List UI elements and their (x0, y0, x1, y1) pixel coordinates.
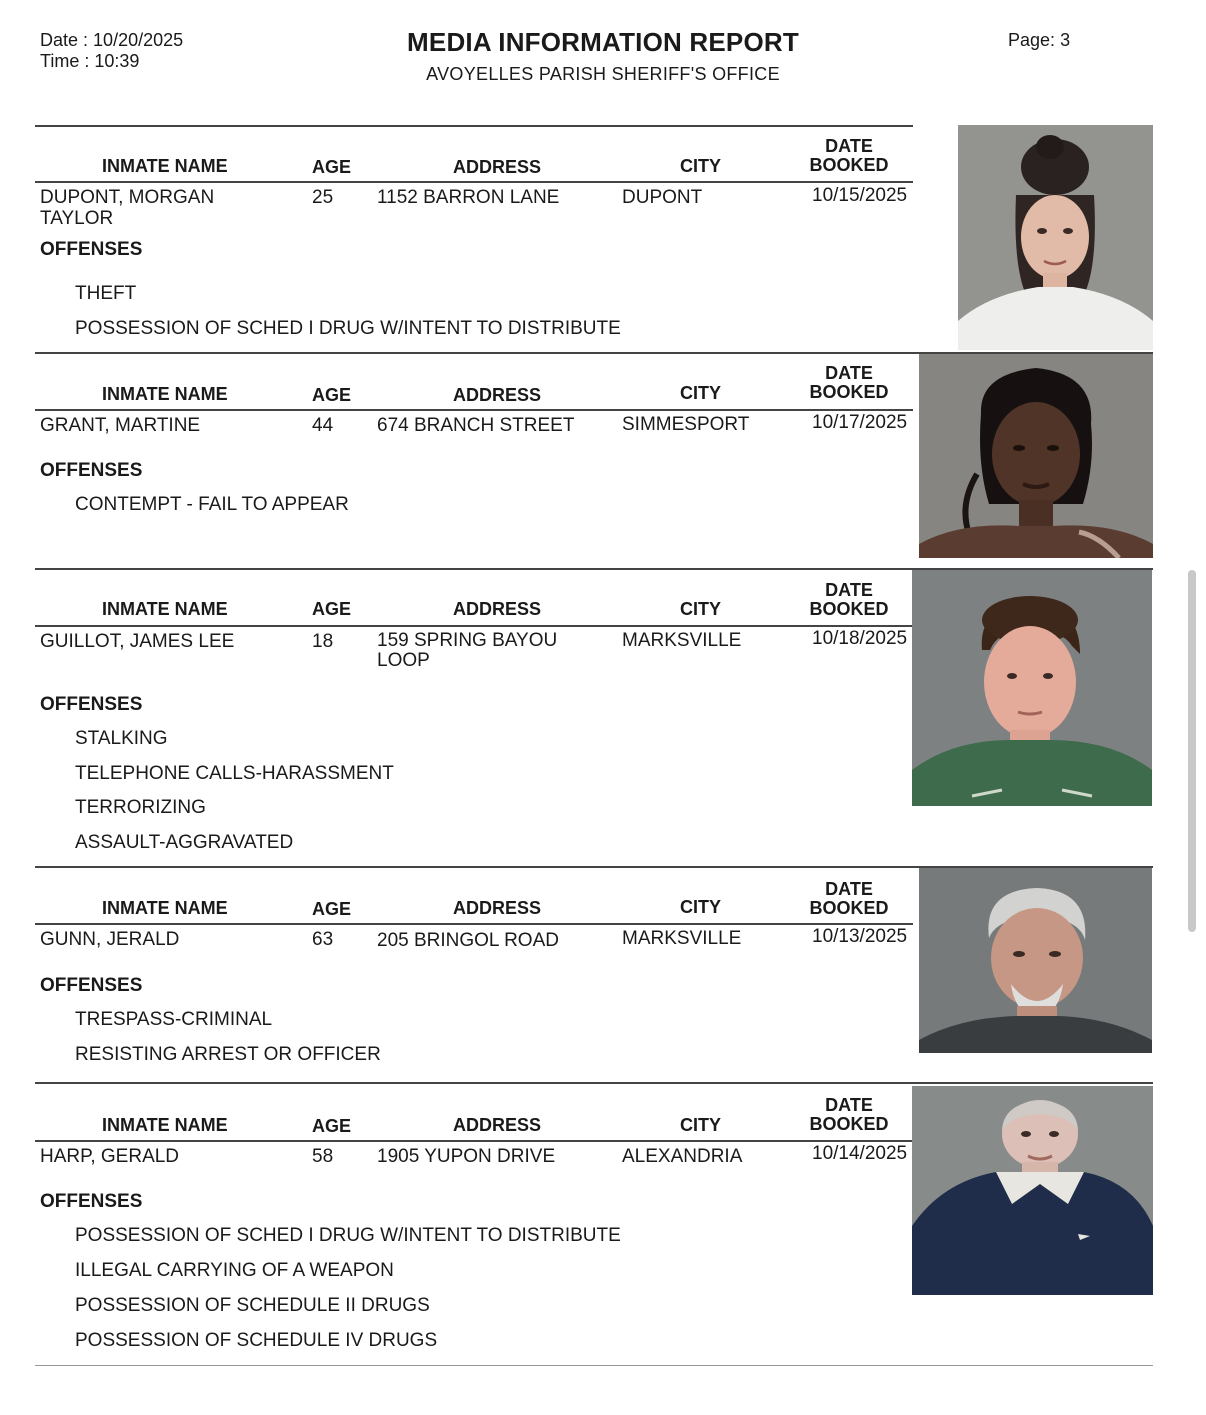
col-date-booked (804, 137, 894, 175)
col-date-line1: DATE (825, 879, 873, 899)
mugshot-image (912, 570, 1152, 806)
mugshot-photo (919, 868, 1152, 1053)
date-booked: 10/13/2025 (812, 926, 908, 947)
offense-item: ASSAULT-AGGRAVATED (75, 832, 294, 853)
col-date-line2: BOOKED (809, 155, 889, 175)
date-booked: 10/15/2025 (812, 185, 908, 206)
inmate-address (377, 930, 559, 951)
record-divider (35, 1082, 1153, 1084)
col-date-line2: BOOKED (809, 898, 889, 918)
page-label: Page: (1008, 30, 1056, 50)
offense-item: POSSESSION OF SCHEDULE II DRUGS (75, 1295, 430, 1316)
col-inmate-name: INMATE NAME (102, 1115, 228, 1135)
inmate-age: 63 (312, 929, 334, 950)
mugshot-image (912, 1086, 1153, 1295)
col-inmate-name: INMATE NAME (102, 384, 228, 404)
offense-item: RESISTING ARREST OR OFFICER (75, 1044, 381, 1065)
col-age: AGE (312, 1116, 352, 1136)
col-date-booked (804, 581, 894, 619)
col-date-line2: BOOKED (809, 1114, 889, 1134)
header-underline (35, 1140, 913, 1142)
offense-item: THEFT (75, 283, 137, 304)
report-header (300, 27, 906, 85)
header-underline (35, 409, 913, 411)
page-number (1008, 30, 1070, 51)
inmate-name (40, 1146, 179, 1167)
col-inmate-name: INMATE NAME (102, 156, 228, 176)
inmate-city: DUPONT (622, 187, 703, 208)
mugshot-image (919, 354, 1153, 558)
col-city: CITY (680, 156, 722, 176)
col-age: AGE (312, 899, 352, 919)
offense-item: CONTEMPT - FAIL TO APPEAR (75, 494, 349, 515)
address-line1: 205 BRINGOL ROAD (377, 930, 559, 951)
name-line1: GUNN, JERALD (40, 929, 180, 950)
date-booked: 10/18/2025 (812, 628, 908, 649)
offense-item: ILLEGAL CARRYING OF A WEAPON (75, 1260, 394, 1281)
name-line2: TAYLOR (40, 208, 114, 229)
address-line1: 159 SPRING BAYOU (377, 630, 558, 651)
col-date-booked (804, 364, 894, 402)
col-date-line1: DATE (825, 136, 873, 156)
report-time (40, 51, 183, 72)
inmate-age: 25 (312, 187, 334, 208)
offense-item: TRESPASS-CRIMINAL (75, 1009, 273, 1030)
col-inmate-name: INMATE NAME (102, 898, 228, 918)
mugshot-image (958, 125, 1153, 350)
name-line1: GRANT, MARTINE (40, 415, 201, 436)
offense-item: POSSESSION OF SCHEDULE IV DRUGS (75, 1330, 438, 1351)
date-booked: 10/17/2025 (812, 412, 908, 433)
col-inmate-name: INMATE NAME (102, 599, 228, 619)
col-address: ADDRESS (453, 157, 542, 177)
offenses-label: OFFENSES (40, 975, 143, 996)
inmate-name (40, 929, 179, 950)
inmate-address (377, 415, 574, 436)
offense-item: STALKING (75, 728, 168, 749)
mugshot-photo (912, 1086, 1153, 1295)
report-title: MEDIA INFORMATION REPORT (407, 27, 799, 57)
offenses-label: OFFENSES (40, 694, 143, 715)
name-line1: DUPONT, MORGAN (40, 187, 215, 208)
col-date-line2: BOOKED (809, 382, 889, 402)
inmate-city: ALEXANDRIA (622, 1146, 743, 1167)
inmate-age: 18 (312, 631, 334, 652)
col-city: CITY (680, 897, 722, 917)
report-date (40, 30, 183, 51)
inmate-city: SIMMESPORT (622, 414, 750, 435)
inmate-address (377, 631, 557, 671)
col-date-line2: BOOKED (809, 599, 889, 619)
col-date-booked (804, 1096, 894, 1134)
offense-item: POSSESSION OF SCHED I DRUG W/INTENT TO DISTRIBUTE (75, 1225, 621, 1246)
mugshot-photo (912, 570, 1152, 806)
col-address: ADDRESS (453, 385, 542, 405)
address-line2: LOOP (377, 650, 430, 671)
inmate-age: 58 (312, 1146, 334, 1167)
page-value: 3 (1060, 30, 1071, 50)
report-subtitle: AVOYELLES PARISH SHERIFF'S OFFICE (426, 64, 780, 84)
offense-item: TERRORIZING (75, 797, 206, 818)
offenses-label: OFFENSES (40, 460, 143, 481)
col-address: ADDRESS (453, 599, 542, 619)
col-age: AGE (312, 157, 352, 177)
report-meta (40, 30, 183, 72)
col-city: CITY (680, 383, 722, 403)
col-date-line1: DATE (825, 1095, 873, 1115)
page-bottom-rule (35, 1365, 1153, 1366)
date-value: 10/20/2025 (93, 30, 184, 50)
date-booked: 10/14/2025 (812, 1143, 908, 1164)
offenses-label: OFFENSES (40, 1191, 143, 1212)
time-value: 10:39 (94, 51, 140, 71)
inmate-name (40, 415, 200, 436)
col-age: AGE (312, 385, 352, 405)
col-address: ADDRESS (453, 898, 542, 918)
col-city: CITY (680, 1115, 722, 1135)
header-underline (35, 181, 913, 183)
inmate-city: MARKSVILLE (622, 630, 742, 651)
record-divider (35, 125, 913, 127)
scrollbar-thumb[interactable] (1188, 570, 1196, 932)
name-line1: HARP, GERALD (40, 1146, 180, 1167)
inmate-address (377, 1146, 555, 1167)
address-line1: 1152 BARRON LANE (377, 187, 560, 208)
header-underline (35, 923, 913, 925)
inmate-age: 44 (312, 415, 334, 436)
col-age: AGE (312, 599, 352, 619)
offenses-label: OFFENSES (40, 239, 143, 260)
offense-item: POSSESSION OF SCHED I DRUG W/INTENT TO DISTRIBUTE (75, 318, 621, 339)
time-label: Time : (40, 51, 90, 71)
col-address: ADDRESS (453, 1115, 542, 1135)
col-date-booked (804, 880, 894, 918)
date-label: Date : (40, 30, 89, 50)
inmate-name (40, 187, 214, 229)
offense-item: TELEPHONE CALLS-HARASSMENT (75, 763, 394, 784)
col-city: CITY (680, 599, 722, 619)
header-underline (35, 625, 913, 627)
inmate-name (40, 631, 234, 652)
mugshot-image (919, 868, 1152, 1053)
col-date-line1: DATE (825, 363, 873, 383)
mugshot-photo (919, 354, 1153, 558)
name-line1: GUILLOT, JAMES LEE (40, 631, 235, 652)
mugshot-photo (958, 125, 1153, 350)
inmate-city: MARKSVILLE (622, 928, 742, 949)
address-line1: 674 BRANCH STREET (377, 415, 575, 436)
address-line1: 1905 YUPON DRIVE (377, 1146, 556, 1167)
inmate-address (377, 187, 559, 208)
col-date-line1: DATE (825, 580, 873, 600)
